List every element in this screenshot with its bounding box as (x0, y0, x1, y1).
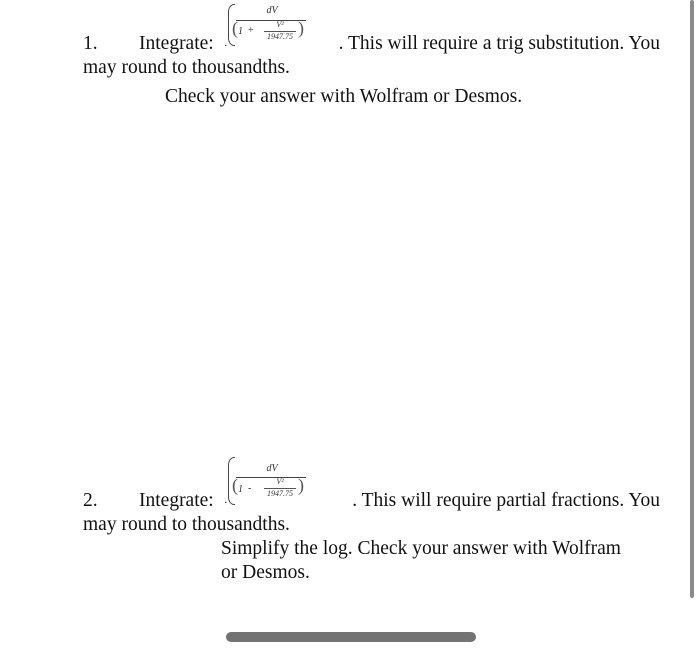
problem-1-label: Integrate: (139, 33, 214, 54)
problem-1-number: 1. (83, 33, 98, 54)
v-squared: V² (276, 20, 284, 29)
denominator-one: 1 (238, 484, 243, 495)
left-paren: ( (232, 475, 238, 495)
denominator-one: 1 (238, 26, 243, 37)
problem-2-line-2: may round to thousandths. (83, 514, 290, 535)
problem-1-line-1 (83, 32, 660, 57)
integral-numerator: dV (266, 5, 278, 16)
problem-2-label: Integrate: (139, 490, 214, 511)
problem-2-note-text: Simplify the log. Check your answer with Wolfram (221, 538, 621, 559)
constant: 1947.75 (267, 32, 293, 41)
home-indicator-bar[interactable] (226, 632, 476, 642)
v-squared: V² (276, 477, 284, 486)
problem-2-instruction: . This will require partial fractions. You (352, 490, 660, 511)
problem-1-dot: · (223, 38, 228, 52)
problem-2-dot: · (223, 495, 228, 509)
problem-1-line-2: may round to thousandths. (83, 57, 290, 78)
problem-1-instruction: . This will require a trig substitution. You (338, 33, 660, 54)
problem-2-note-line-2: or Desmos. (221, 562, 310, 583)
denominator-operator: - (248, 483, 252, 494)
problem-1-note: Check your answer with Wolfram or Desmos. (165, 86, 523, 107)
integral-numerator: dV (266, 463, 278, 474)
constant: 1947.75 (267, 489, 293, 498)
right-paren: ) (298, 475, 304, 495)
vertical-scrollbar[interactable] (690, 0, 694, 598)
problem-2-line-1 (83, 489, 660, 514)
denominator-operator: + (248, 25, 254, 36)
right-paren: ) (298, 18, 304, 38)
left-paren: ( (232, 18, 238, 38)
problem-2-note-line-1 (221, 537, 660, 561)
problem-2-number: 2. (83, 490, 98, 511)
